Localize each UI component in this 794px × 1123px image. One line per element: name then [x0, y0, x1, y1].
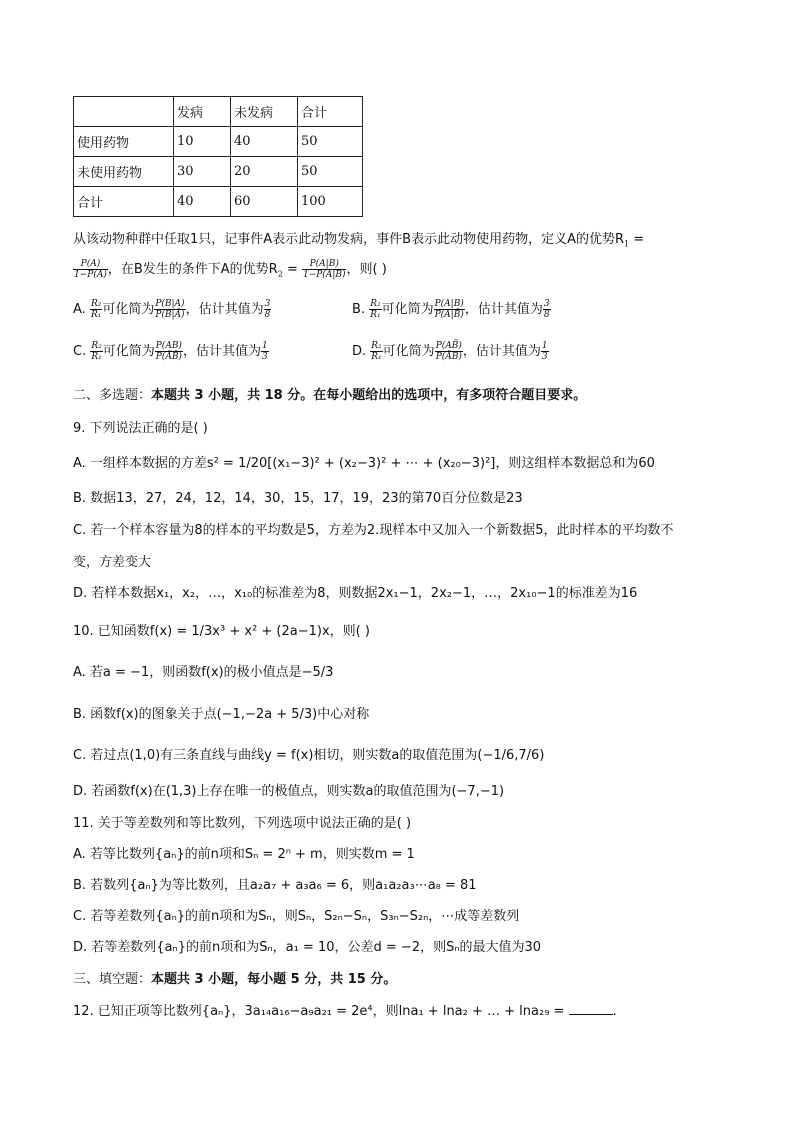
q10-option-B: B. 函数f(x)的图象关于点(−1,−2a + 5/3)中心对称: [73, 707, 370, 722]
q10-stem: 10. 已知函数f(x) = 1/3x³ + x² + (2a−1)x，则( ): [73, 624, 370, 639]
section-2-bold: 本题共 3 小题，共 18 分。在每小题给出的选项中，有多项符合题目要求。: [151, 388, 587, 403]
section-3-title: [73, 968, 396, 987]
table-cell: 未使用药物: [74, 157, 174, 187]
table-cell: 60: [231, 187, 298, 217]
q8-fraction-R2: $\frac{P(A|B)}{1-P(A|B)}$: [302, 259, 346, 280]
table-cell: 30: [174, 157, 231, 187]
q9-option-C-line-1: C. 若一个样本容量为8的样本的平均数是5，方差为2.现样本中又加入一个新数据5，此时样本的平均数不: [73, 523, 674, 538]
q8-option-C-text-2: ，估计其值为: [182, 344, 261, 359]
table-header-cell: [74, 97, 174, 127]
q9-option-A: A. 一组样本数据的方差s² = 1/20[(x₁−3)² + (x₂−3)² + ⋯ + (x₂₀−3)²]，则这组样本数据总和为60: [73, 456, 655, 471]
section-3-bold: 本题共 3 小题，每小题 5 分，共 15 分。: [151, 972, 397, 987]
q8-stem-end: ，则( ): [346, 262, 387, 277]
q11-stem: 11. 关于等差数列和等比数列，下列选项中说法正确的是( ): [73, 816, 412, 831]
q8-option-B-text: 可化简为: [381, 302, 434, 317]
q8-fraction-R1: $\frac{P(A)}{1-P(A)}$: [74, 259, 107, 280]
q11-option-A: A. 若等比数列{aₙ}的前n项和Sₙ = 2ⁿ + m，则实数m = 1: [73, 847, 415, 862]
table-cell: 50: [298, 157, 363, 187]
table-cell: 20: [231, 157, 298, 187]
table-cell: 40: [231, 127, 298, 157]
q8-stem-text-2: ，在B发生的条件下A的优势R: [107, 262, 278, 277]
q8-option-B-text-2: ，估计其值为: [464, 302, 543, 317]
q12-end: .: [612, 1004, 617, 1019]
table-header-cell: 发病: [174, 97, 231, 127]
table-row: [74, 127, 363, 157]
q12-line: [73, 1000, 617, 1019]
table-row: [74, 157, 363, 187]
table-cell: 100: [298, 187, 363, 217]
q9-option-D: D. 若样本数据x₁，x₂，…，x₁₀的标准差为8，则数据2x₁−1，2x₂−1，…，2x₁₀−1的标准差为16: [73, 586, 638, 601]
q11-option-B: B. 若数列{aₙ}为等比数列，且a₂a₇ + a₃a₆ = 6，则a₁a₂a₃⋯a₈ = 81: [73, 878, 477, 893]
table-cell: 50: [298, 127, 363, 157]
q8-option-A: A. $\frac{\text{R₂}}{\text{R₁}}$ 可化简为 $\frac{P(B|A)}{P(B|Ā)}$ ，估计其值为 $\frac{3}{8}$: [73, 299, 271, 320]
q8-option-A-text: 可化简为: [102, 302, 155, 317]
table-header-cell: 合计: [298, 97, 363, 127]
q8-option-A-text-2: ，估计其值为: [185, 302, 264, 317]
contingency-table: [73, 96, 363, 217]
q8-stem-text: 从该动物种群中任取1只，记事件A表示此动物发病，事件B表示此动物使用药物，定义A的优势R: [73, 232, 625, 247]
q8-stem-eq: =: [629, 232, 645, 247]
table-cell: 10: [174, 127, 231, 157]
q10-option-D: D. 若函数f(x)在(1,3)上存在唯一的极值点，则实数a的取值范围为(−7,−1): [73, 784, 505, 799]
q8-stem-eq-2: =: [282, 262, 298, 277]
q8-option-D-text: 可化简为: [382, 344, 435, 359]
table-cell: 合计: [74, 187, 174, 217]
q11-option-C: C. 若等差数列{aₙ}的前n项和为Sₙ，则Sₙ，S₂ₙ−Sₙ，S₃ₙ−S₂ₙ，⋯成等差数列: [73, 909, 520, 924]
q11-option-D: D. 若等差数列{aₙ}的前n项和为Sₙ，a₁ = 10，公差d = −2，则Sₙ的最大值为30: [73, 940, 542, 955]
q12-stem: 12. 已知正项等比数列{aₙ}，3a₁₄a₁₆−a₉a₂₁ = 2e⁴，则lna₁ + lna₂ + … + lna₂₉ =: [73, 1004, 565, 1019]
q8-option-D: D. $\frac{\text{R₂}}{\text{R₁}}$ 可化简为 $\frac{P(AB̄)}{P(ĀB)}$ ，估计其值为 $\frac{1}{3}$: [352, 341, 548, 362]
q9-option-C-line-2: 变，方差变大: [73, 555, 152, 570]
q9-option-B: B. 数据13，27，24，12，14，30，15，17，19，23的第70百分位数是23: [73, 491, 523, 506]
table-cell: 使用药物: [74, 127, 174, 157]
table-header-row: [74, 97, 363, 127]
section-2-prefix: 二、多选题：: [73, 388, 152, 403]
q10-option-A: A. 若a = −1，则函数f(x)的极小值点是−5/3: [73, 665, 334, 680]
q8-option-C: C. $\frac{\text{R₂}}{\text{R₁}}$ 可化简为 $\frac{P(AB)}{P(ĀB̄)}$ ，估计其值为 $\frac{1}{3}$: [73, 341, 268, 362]
table-cell: 40: [174, 187, 231, 217]
q8-option-C-text: 可化简为: [102, 344, 155, 359]
q8-stem-line-2: $\frac{P(A)}{1-P(A)}$ ，在B发生的条件下A的优势$R_2$ = $\frac{P(A|B)}{1-P(A|B)}$ ，则( ): [74, 259, 387, 280]
q8-option-D-text-2: ，估计其值为: [462, 344, 541, 359]
q8-option-B: B. $\frac{\text{R₂}}{\text{R₁}}$ 可化简为 $\frac{P(A|B)}{P(A|B̄)}$ ，估计其值为 $\frac{3}{8}$: [352, 299, 550, 320]
q10-option-C: C. 若过点(1,0)有三条直线与曲线y = f(x)相切，则实数a的取值范围为(−1/6,7/6): [73, 748, 545, 763]
q12-answer-blank[interactable]: [569, 1002, 613, 1015]
table-header-cell: 未发病: [231, 97, 298, 127]
section-2-title: [73, 384, 586, 403]
section-3-prefix: 三、填空题：: [73, 972, 152, 987]
table-row: [74, 187, 363, 217]
q9-stem: 9. 下列说法正确的是( ): [73, 421, 208, 436]
q8-stem-line-1: 从该动物种群中任取1只，记事件A表示此动物发病，事件B表示此动物使用药物，定义A的优势$R_1$ =: [73, 232, 645, 249]
